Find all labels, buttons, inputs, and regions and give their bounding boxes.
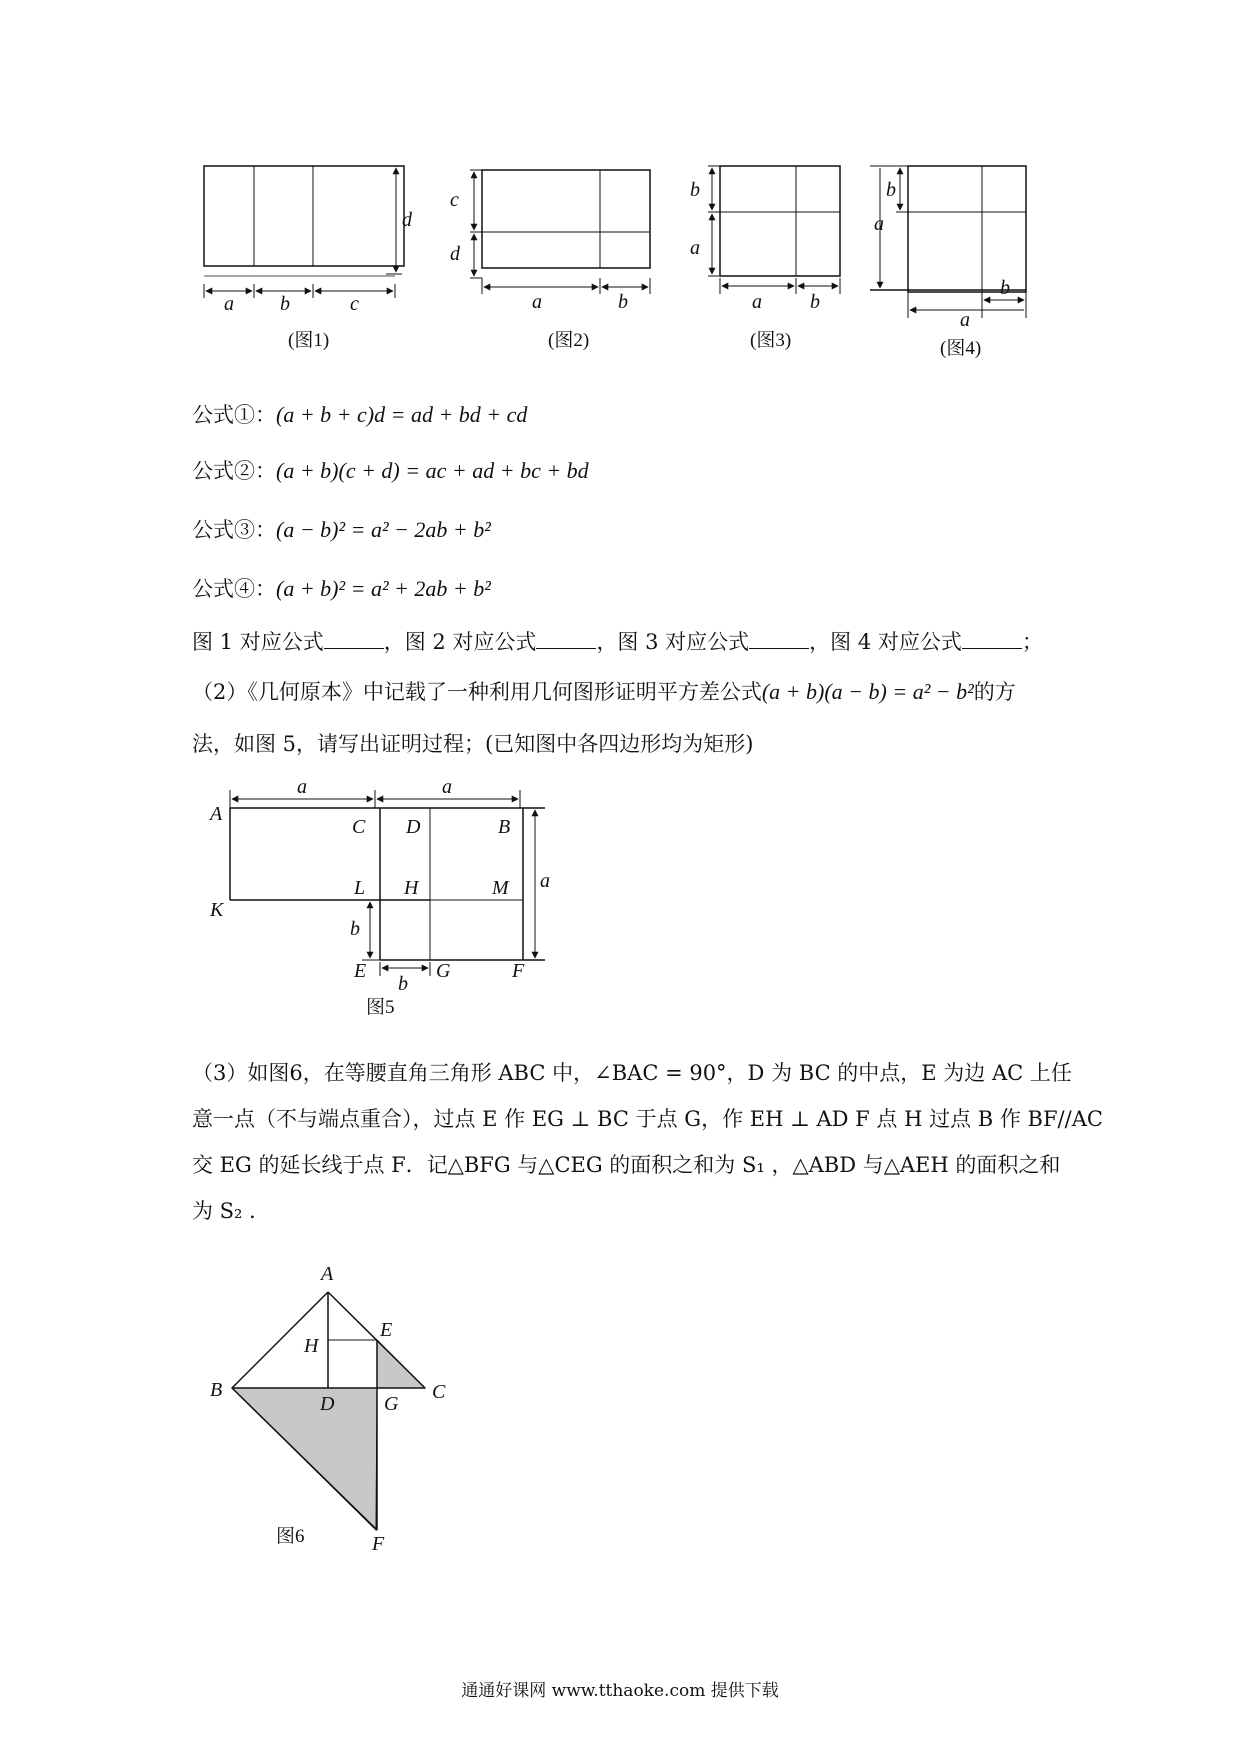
figure-5 — [200, 776, 560, 1030]
fig3-label-b: b — [690, 179, 700, 201]
fig6-label-C: C — [432, 1381, 446, 1403]
fig6-label-F: F — [372, 1533, 385, 1555]
fig1-caption: (图1) — [288, 330, 330, 351]
fig5-label-A: A — [210, 803, 223, 825]
fig6-label-A: A — [321, 1263, 334, 1285]
fig2-label-c: c — [450, 189, 459, 211]
fig4-label-a2: a — [960, 309, 970, 331]
question-3-line-4: 为 S₂ ． — [192, 1199, 271, 1223]
formula-4: 公式④：(a + b)² = a² + 2ab + b² — [192, 576, 491, 601]
fig5-label-D: D — [406, 816, 421, 838]
fig1-label-b: b — [280, 293, 290, 315]
page-footer: 通通好课网 www.tthaoke.com 提供下载 — [461, 1681, 779, 1701]
figure-6 — [200, 1258, 460, 1558]
formula-1: 公式①：(a + b + c)d = ad + bd + cd — [192, 402, 528, 427]
formula-3: 公式③：(a − b)² = a² − 2ab + b² — [192, 517, 491, 542]
fig5-label-B: B — [498, 816, 511, 838]
fig3-label-b2: b — [810, 291, 820, 313]
fig2-label-b: b — [618, 291, 628, 313]
fig5-label-M: M — [492, 877, 509, 899]
fig5-label-E: E — [354, 960, 367, 982]
fig5-label-b-left: b — [350, 918, 360, 940]
figure-1 — [190, 150, 430, 360]
fig2-label-d: d — [450, 243, 460, 265]
question-3-line-2: 意一点（不与端点重合），过点 E 作 EG ⊥ BC 于点 G，作 EH ⊥ AD F 点 H 过点 B 作 BF//AC — [192, 1107, 1103, 1131]
question-3-line-1: （3）如图6，在等腰直角三角形 ABC 中，∠BAC = 90°，D 为 BC 的中点，E 为边 AC 上任 — [192, 1061, 1072, 1085]
fig5-label-G: G — [436, 960, 451, 982]
fig3-caption: (图3) — [750, 330, 792, 351]
answer-blank-3[interactable] — [749, 628, 809, 649]
fig5-label-a-top-right: a — [442, 776, 452, 798]
answer-blank-1[interactable] — [324, 628, 384, 649]
fig3-label-a: a — [690, 237, 700, 259]
fig5-caption: 图5 — [366, 997, 395, 1018]
fig4-label-b: b — [886, 179, 896, 201]
fig6-label-D: D — [320, 1393, 335, 1415]
fig2-label-a: a — [532, 291, 542, 313]
fig5-label-K: K — [210, 899, 224, 921]
fig1-label-d: d — [402, 209, 412, 231]
fig1-label-a: a — [224, 293, 234, 315]
fig5-label-H: H — [404, 877, 419, 899]
fig2-caption: (图2) — [548, 330, 590, 351]
fig5-label-a-top-left: a — [297, 776, 307, 798]
fig6-caption: 图6 — [276, 1526, 305, 1547]
question-3-line-3: 交 EG 的延长线于点 F．记△BFG 与△CEG 的面积之和为 S₁ ，△ABD 与△AEH 的面积之和 — [192, 1153, 1061, 1177]
fig4-label-b2: b — [1000, 277, 1010, 299]
fig5-label-C: C — [352, 816, 366, 838]
fig5-label-F: F — [512, 960, 525, 982]
answer-blank-2[interactable] — [536, 628, 596, 649]
figure-2 — [440, 150, 680, 360]
fig1-label-c: c — [350, 293, 359, 315]
formula-2: 公式②：(a + b)(c + d) = ac + ad + bc + bd — [192, 458, 589, 483]
fig4-label-a: a — [874, 213, 884, 235]
fig3-label-a2: a — [752, 291, 762, 313]
fig6-label-B: B — [210, 1379, 223, 1401]
fig6-label-H: H — [304, 1335, 319, 1357]
fig5-label-b-bottom: b — [398, 973, 408, 995]
fig6-label-G: G — [384, 1393, 399, 1415]
fig4-caption: (图4) — [940, 338, 982, 359]
figure-3 — [680, 150, 860, 360]
fig5-label-a-right: a — [540, 870, 550, 892]
answer-blank-4[interactable] — [962, 628, 1022, 649]
figure-4 — [860, 150, 1050, 370]
fig5-label-L: L — [354, 877, 366, 899]
question-2-line-1: （2）《几何原本》中记载了一种利用几何图形证明平方差公式(a + b)(a − b) = a² − b²的方 — [192, 679, 1016, 704]
question-1-line: 图 1 对应公式 ，图 2 对应公式 ，图 3 对应公式 ，图 4 对应公式 ； — [192, 630, 1043, 654]
fig6-label-E: E — [380, 1319, 393, 1341]
question-2-line-2: 法，如图 5，请写出证明过程；(已知图中各四边形均为矩形) — [192, 732, 754, 756]
